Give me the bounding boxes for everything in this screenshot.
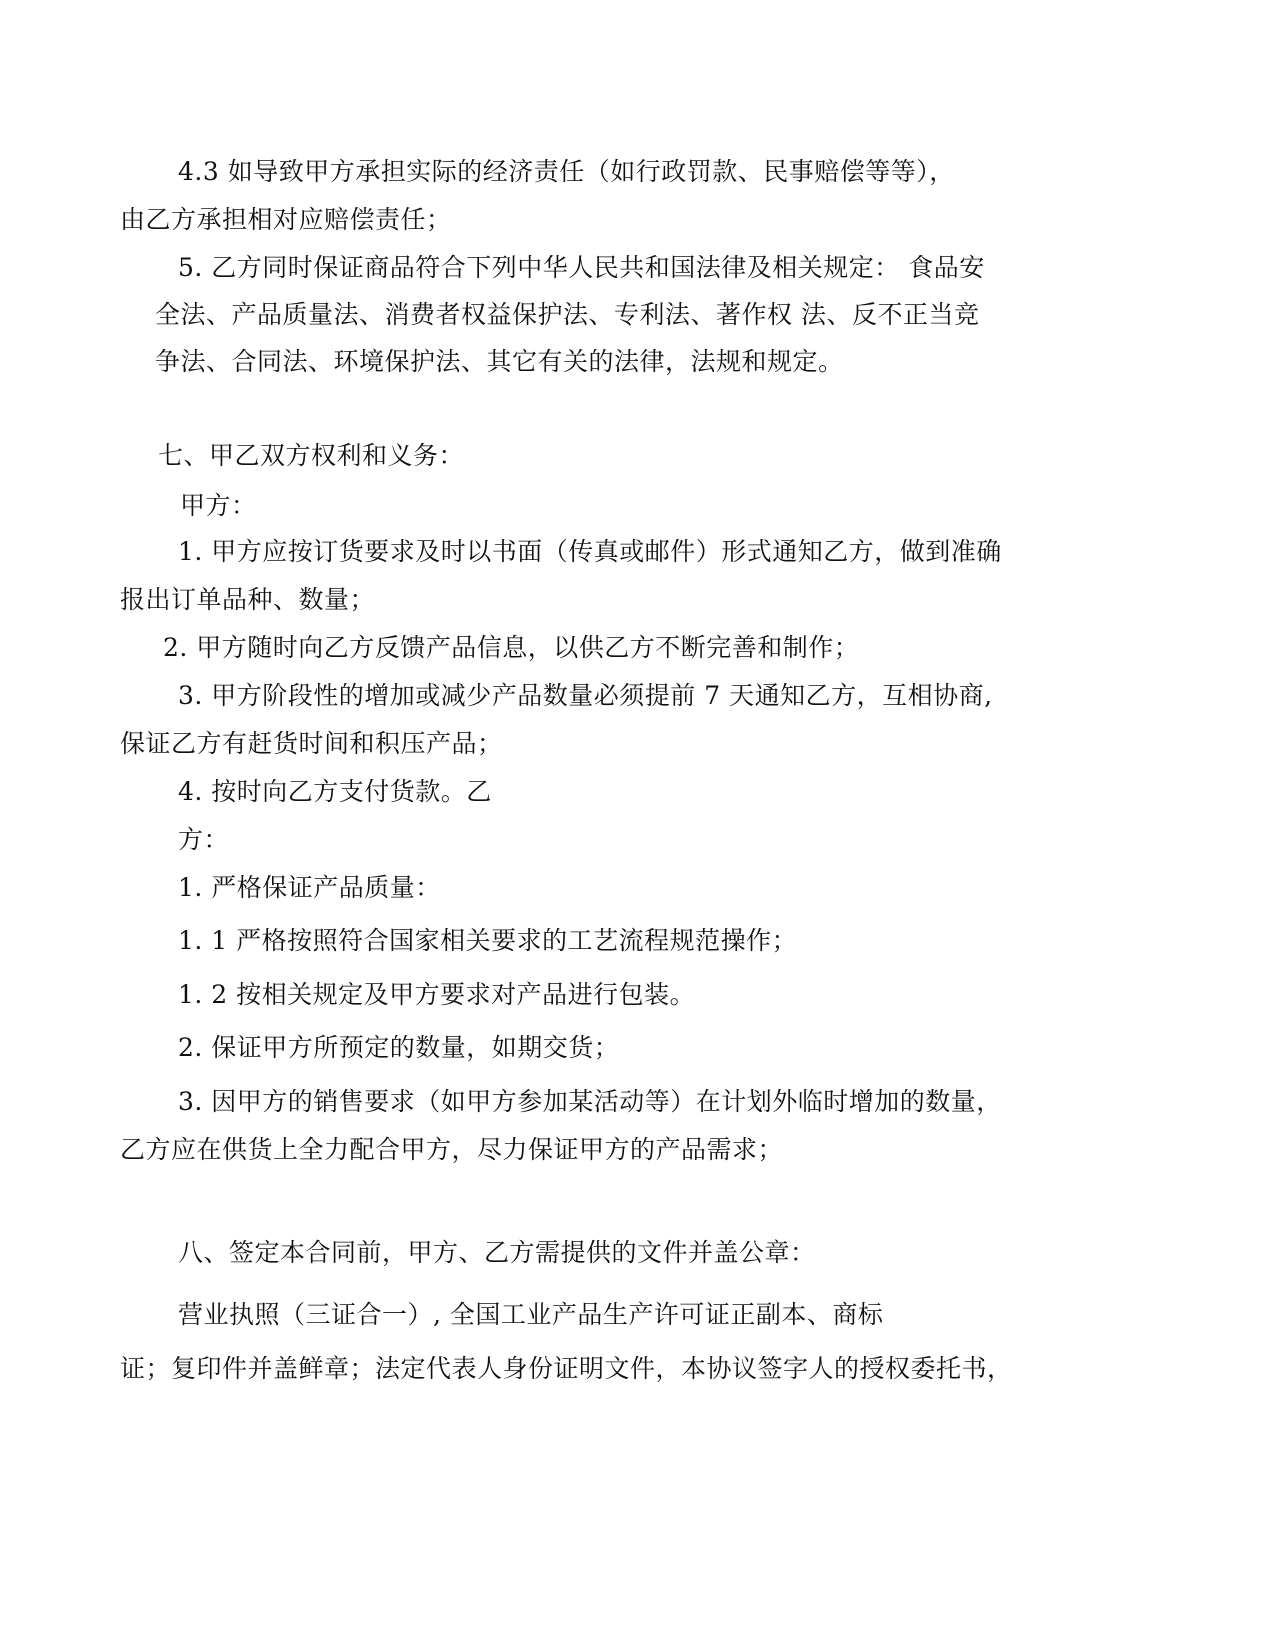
text-line: 3. 甲方阶段性的增加或减少产品数量必须提前 7 天通知乙方，互相协商, — [178, 681, 993, 710]
section-heading: 八、签定本合同前，甲方、乙方需提供的文件并盖公章： — [178, 1238, 816, 1267]
section-heading: 七、甲乙双方权利和义务： — [158, 441, 465, 470]
text-line: 4.3 如导致甲方承担实际的经济责任（如行政罚款、民事赔偿等等）， — [178, 157, 955, 186]
text-line: 2. 甲方随时向乙方反馈产品信息，以供乙方不断完善和制作； — [163, 633, 860, 662]
text-line: 营业执照（三证合一）, 全国工业产品生产许可证正副本、商标 — [178, 1300, 884, 1329]
text-line: 1. 2 按相关规定及甲方要求对产品进行包装。 — [178, 980, 696, 1009]
text-line: 保证乙方有赶货时间和积压产品； — [120, 729, 503, 758]
text-line: 1. 甲方应按订货要求及时以书面（传真或邮件）形式通知乙方，做到准确 — [178, 537, 1002, 566]
text-line: 证；复印件并盖鲜章；法定代表人身份证明文件，本协议签字人的授权委托书， — [120, 1354, 1013, 1383]
text-line: 3. 因甲方的销售要求（如甲方参加某活动等）在计划外临时增加的数量， — [178, 1087, 1002, 1116]
text-line: 1. 严格保证产品质量： — [178, 873, 441, 902]
party-label: 甲方： — [180, 491, 257, 520]
text-line: 由乙方承担相对应赔偿责任； — [120, 205, 452, 234]
text-line: 5. 乙方同时保证商品符合下列中华人民共和国法律及相关规定： 食品安 — [178, 253, 985, 282]
text-line: 全法、产品质量法、消费者权益保护法、专利法、著作权 法、反不正当竞 — [155, 300, 980, 329]
text-line: 2. 保证甲方所预定的数量，如期交货； — [178, 1033, 620, 1062]
text-line: 报出订单品种、数量； — [120, 585, 376, 614]
text-line: 1. 1 严格按照符合国家相关要求的工艺流程规范操作； — [178, 926, 798, 955]
party-label: 方： — [178, 825, 230, 854]
text-line: 争法、合同法、环境保护法、其它有关的法律，法规和规定。 — [155, 347, 844, 376]
text-line: 乙方应在供货上全力配合甲方，尽力保证甲方的产品需求； — [120, 1135, 784, 1164]
text-line: 4. 按时向乙方支付货款。乙 — [178, 777, 492, 806]
